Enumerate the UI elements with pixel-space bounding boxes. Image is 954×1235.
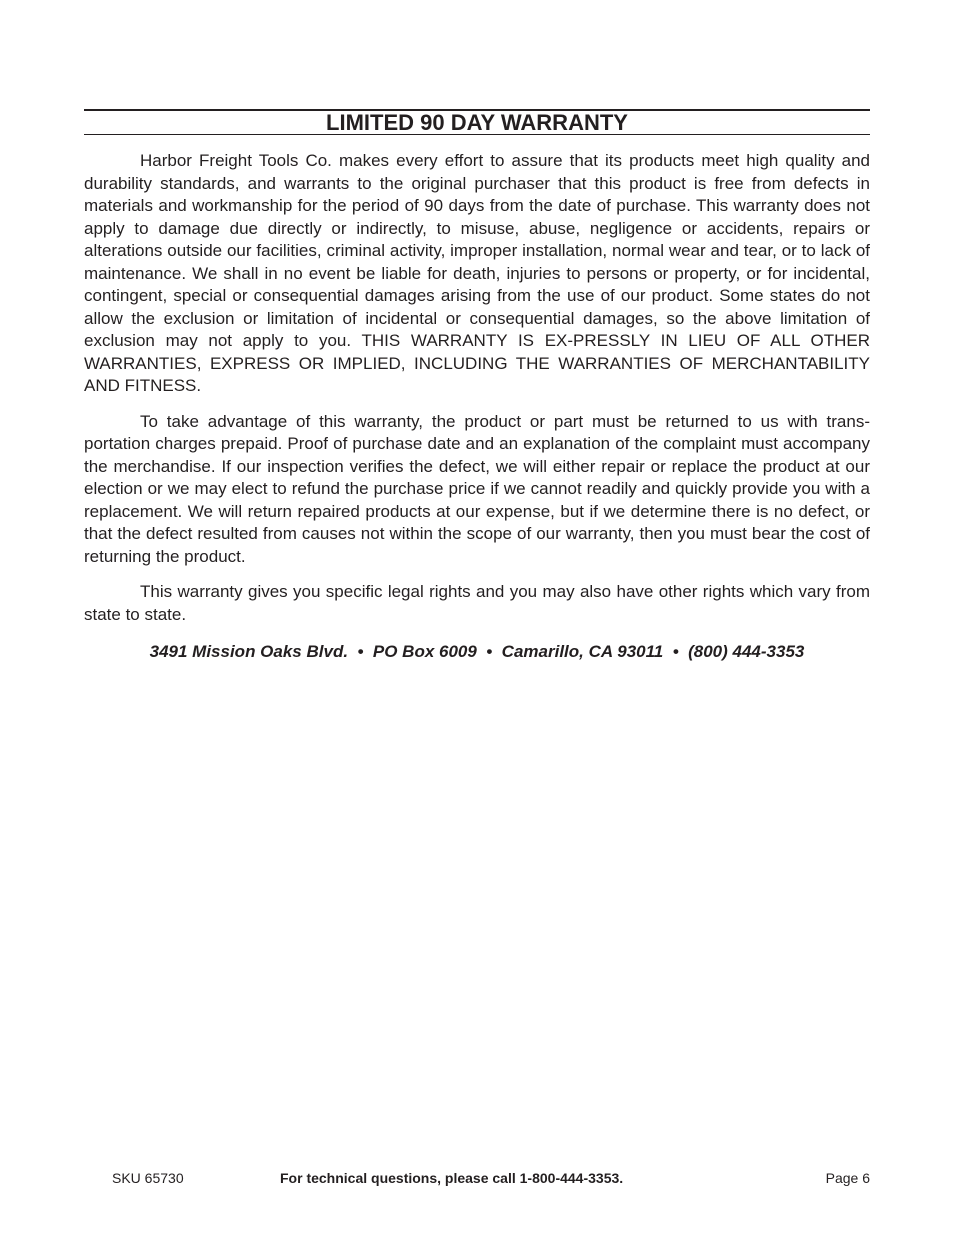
- page-footer: [84, 1168, 870, 1188]
- warranty-body: [84, 150, 870, 626]
- warranty-paragraph-coverage: Harbor Freight Tools Co. makes every effort to assure that its products meet high quality and durability standards, and warrants to the original purchaser that this product is free from defects in materials and workmanship for the period of 90 days from the date of purchase. This warranty does not apply to damage due directly or indirectly, to misuse, abuse, negligence or accidents, repairs or alterations outside our facilities, criminal activity, improper installation, normal wear and tear, or to lack of maintenance. We shall in no event be liable for death, injuries to persons or property, or for incidental, contingent, special or consequential damages arising from the use of our product. Some states do not allow the exclusion or limitation of incidental or consequential damages, so the above limitation of exclusion may not apply to you. THIS WARRANTY IS EX-PRESSLY IN LIEU OF ALL OTHER WARRANTIES, EXPRESS OR IMPLIED, INCLUDING THE WARRANTIES OF MERCHANTABILITY AND FITNESS.: [84, 151, 870, 395]
- footer-sku: SKU 65730: [112, 1170, 184, 1186]
- warranty-paragraph-returns: To take advantage of this warranty, the product or part must be returned to us with trans-portation charges prepaid. Proof of purchase date and an explanation of the complaint must accompany the merchandise. If our inspection verifies the defect, we will either repair or replace the product at our election or we may elect to refund the purchase price if we cannot readily and quickly provide you with a replacement. We will return repaired products at our expense, but if we determine there is no defect, or that the defect resulted from causes not within the scope of our warranty, then you must bear the cost of returning the product.: [84, 411, 870, 566]
- footer-tech-support: For technical questions, please call 1-800-444-3353.: [280, 1170, 624, 1186]
- warranty-paragraph-rights: This warranty gives you specific legal rights and you may also have other rights which vary from state to state.: [84, 582, 870, 624]
- warranty-heading: LIMITED 90 DAY WARRANTY: [326, 110, 628, 135]
- footer-page-number: Page 6: [825, 1170, 870, 1186]
- company-address: 3491 Mission Oaks Blvd. • PO Box 6009 • Camarillo, CA 93011 • (800) 444-3353: [149, 642, 805, 661]
- heading-band: [84, 109, 870, 135]
